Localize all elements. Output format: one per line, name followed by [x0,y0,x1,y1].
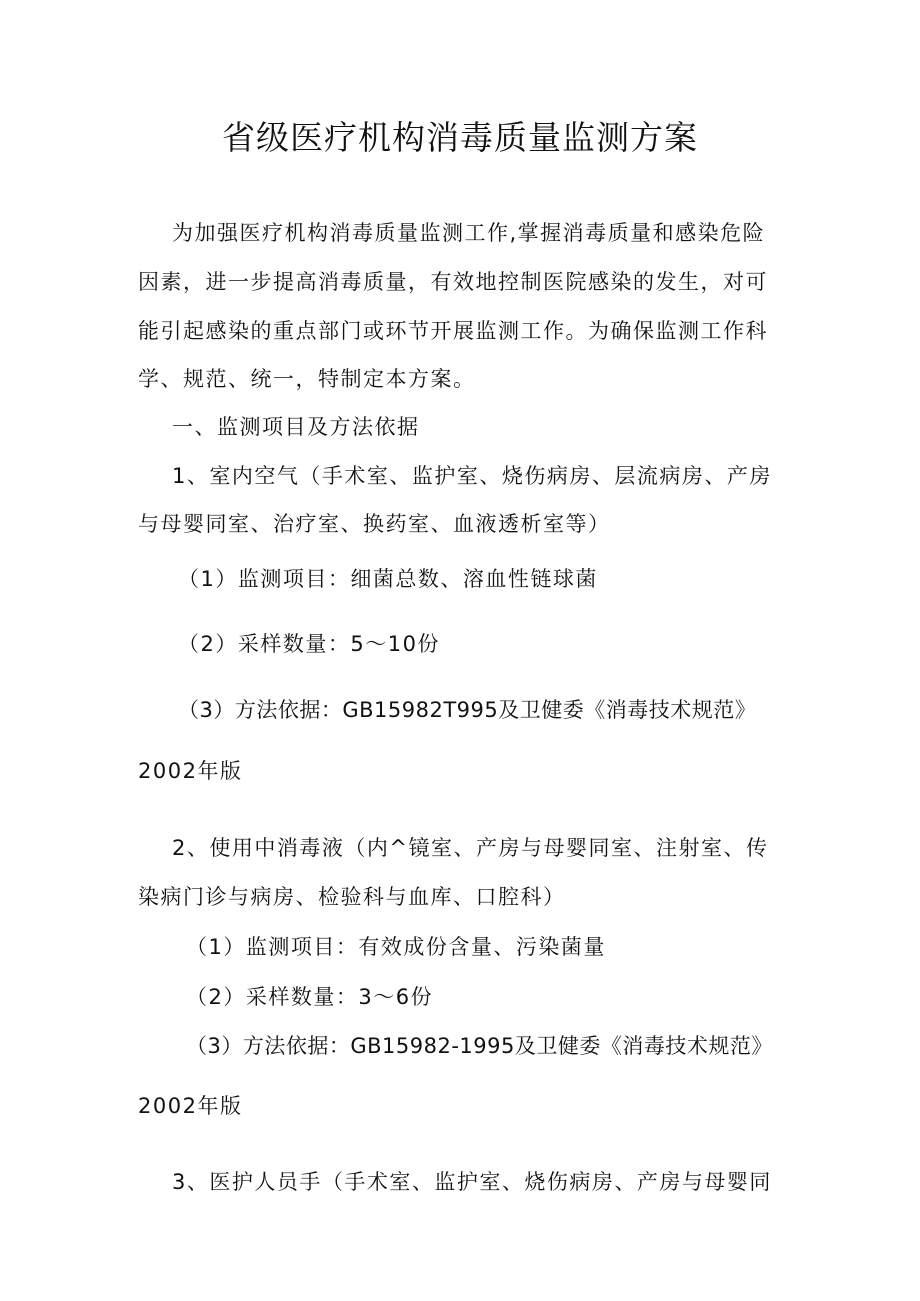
section-heading: 一、监测项目及方法依据 [172,415,420,439]
item2-sample-count: （2）采样数量：3～6份 [186,985,434,1009]
intro-line-4: 学、规范、统一，特制定本方案。 [138,367,476,391]
item2-heading-line-2: 染病门诊与病房、检验科与血库、口腔科） [138,885,566,909]
item1-method: （3）方法依据：GB15982T995及卫健委《消毒技术规范》 [178,698,757,722]
item1-edition: 2002年版 [138,759,243,783]
intro-line-3: 能引起感染的重点部门或环节开展监测工作。为确保监测工作科 [138,319,768,343]
item3-heading-line-1: 3、医护人员手（手术室、监护室、烧伤病房、产房与母婴同 [172,1170,772,1194]
item2-monitor-items: （1）监测项目：有效成份含量、污染菌量 [186,935,606,959]
item1-heading-line-1: 1、室内空气（手术室、监护室、烧伤病房、层流病房、产房 [172,464,772,488]
item1-monitor-items: （1）监测项目：细菌总数、溶血性链球菌 [178,567,598,591]
intro-line-1: 为加强医疗机构消毒质量监测工作,掌握消毒质量和感染危险 [172,221,766,245]
item2-edition: 2002年版 [138,1094,243,1118]
item2-method: （3）方法依据：GB15982-1995及卫健委《消毒技术规范》 [186,1034,773,1058]
intro-line-2: 因素，进一步提高消毒质量，有效地控制医院感染的发生，对可 [138,270,768,294]
document-title: 省级医疗机构消毒质量监测方案 [222,118,698,157]
item1-heading-line-2: 与母婴同室、治疗室、换药室、血液透析室等） [138,512,611,536]
item2-heading-line-1: 2、使用中消毒液（内^镜室、产房与母婴同室、注射室、传 [172,836,769,860]
item1-sample-count: （2）采样数量：5～10份 [178,632,440,656]
